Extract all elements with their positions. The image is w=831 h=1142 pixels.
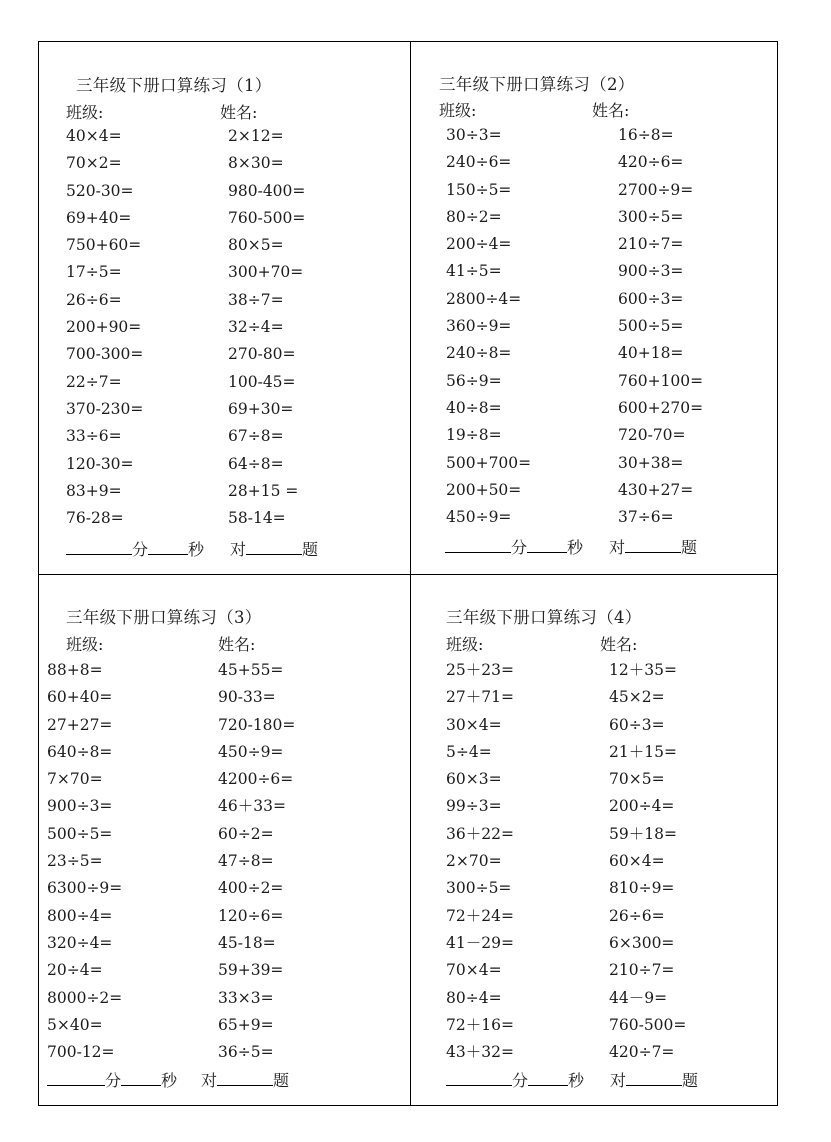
problem-right: 760+100= (618, 371, 704, 390)
problem-left: 72＋16= (446, 1015, 514, 1034)
problem-left: 450÷9= (446, 508, 512, 527)
problem-left: 700-12= (47, 1043, 115, 1062)
minutes-blank[interactable] (445, 538, 511, 553)
problem-left: 80÷2= (446, 207, 502, 226)
problem-right: 400÷2= (218, 879, 284, 898)
problem-left: 40×4= (66, 127, 122, 145)
problem-right: 32÷4= (228, 318, 284, 337)
problem-right: 60×4= (609, 852, 665, 871)
problem-left: 2×70= (446, 852, 502, 871)
problem-right: 600+270= (618, 398, 704, 417)
problem-right: 45-18= (218, 933, 276, 952)
name-label: 姓名: (220, 103, 258, 122)
problem-left: 240÷8= (446, 344, 512, 363)
problem-right: 120÷6= (218, 906, 284, 925)
problem-left: 22÷7= (66, 372, 122, 391)
problem-right: 720-180= (218, 715, 296, 734)
problem-left: 200+50= (446, 480, 522, 499)
seconds-label: 秒 (567, 538, 584, 557)
problem-left: 200÷4= (446, 235, 512, 254)
questions-label: 题 (681, 538, 698, 557)
problem-right: 26÷6= (609, 906, 665, 925)
problem-right: 44－9= (609, 988, 668, 1007)
problem-left: 80÷4= (446, 988, 502, 1007)
problem-left: 23÷5= (47, 852, 103, 871)
problem-right: 38÷7= (228, 290, 284, 309)
panel-title: 三年级下册口算练习（2） (439, 75, 635, 94)
minutes-label: 分 (132, 540, 149, 559)
score-footer (446, 1068, 698, 1091)
seconds-label: 秒 (188, 540, 205, 559)
problem-left: 40÷8= (446, 398, 502, 417)
problem-left: 30×4= (446, 715, 502, 734)
score-footer (66, 537, 318, 560)
class-label: 班级: (439, 101, 477, 120)
problem-left: 41÷5= (446, 262, 502, 281)
seconds-blank[interactable] (121, 1071, 161, 1086)
seconds-label: 秒 (161, 1071, 178, 1090)
problem-right: 4200÷6= (218, 770, 294, 789)
problem-left: 520-30= (66, 181, 134, 200)
problem-left: 30÷3= (446, 126, 502, 144)
panel-title: 三年级下册口算练习（4） (446, 608, 642, 627)
seconds-blank[interactable] (528, 1071, 568, 1086)
correct-label: 对 (610, 1071, 627, 1090)
problem-right: 60÷2= (218, 824, 274, 843)
problem-right: 64÷8= (228, 454, 284, 473)
problem-left: 7×70= (47, 770, 103, 789)
problem-right: 6×300= (609, 933, 675, 952)
problem-left: 200+90= (66, 318, 142, 337)
problem-right: 12＋35= (609, 661, 677, 679)
problem-right: 500÷5= (618, 317, 684, 336)
problem-right: 450÷9= (218, 742, 284, 761)
problem-right: 270-80= (228, 345, 296, 364)
problem-left: 240÷6= (446, 153, 512, 172)
minutes-label: 分 (105, 1071, 122, 1090)
problem-left: 99÷3= (446, 797, 502, 816)
problem-left: 33÷6= (66, 427, 122, 446)
problem-left: 60+40= (47, 688, 113, 707)
problem-left: 370-230= (66, 399, 144, 418)
problem-right: 100-45= (228, 372, 296, 391)
minutes-label: 分 (511, 538, 528, 557)
problem-right: 90-33= (218, 688, 276, 707)
problem-left: 320÷4= (47, 933, 113, 952)
class-label: 班级: (446, 635, 484, 654)
problem-right: 28+15 = (228, 481, 299, 500)
problem-left: 360÷9= (446, 317, 512, 336)
problem-right: 300+70= (228, 263, 304, 282)
problem-right: 60÷3= (609, 715, 665, 734)
problem-left: 70×4= (446, 961, 502, 980)
problem-left: 25＋23= (446, 661, 514, 679)
problem-right: 420÷6= (618, 153, 684, 172)
problem-left: 900÷3= (47, 797, 113, 816)
questions-label: 题 (302, 540, 319, 559)
problem-left: 27+27= (47, 715, 113, 734)
correct-count-blank[interactable] (625, 538, 681, 553)
problem-left: 500÷5= (47, 824, 113, 843)
problem-right: 760-500= (609, 1015, 687, 1034)
correct-count-blank[interactable] (626, 1071, 682, 1086)
problem-right: 720-70= (618, 426, 686, 445)
problem-right: 65+9= (218, 1015, 274, 1034)
problem-right: 69+30= (228, 399, 294, 418)
problem-left: 2800÷4= (446, 289, 522, 308)
seconds-blank[interactable] (148, 540, 188, 555)
problem-right: 760-500= (228, 208, 306, 227)
problem-left: 700-300= (66, 345, 144, 364)
problem-right: 21＋15= (609, 742, 677, 761)
problem-left: 27＋71= (446, 688, 514, 707)
problem-left: 640÷8= (47, 742, 113, 761)
problem-left: 300÷5= (446, 879, 512, 898)
questions-label: 题 (682, 1071, 699, 1090)
problem-left: 26÷6= (66, 290, 122, 309)
problem-left: 60×3= (446, 770, 502, 789)
correct-label: 对 (230, 540, 247, 559)
horizontal-divider (38, 574, 778, 575)
problem-left: 76-28= (66, 509, 124, 528)
score-footer (445, 535, 697, 558)
problem-left: 17÷5= (66, 263, 122, 282)
problem-right: 420÷7= (609, 1043, 675, 1062)
problem-right: 45+55= (218, 661, 284, 679)
problem-left: 70×2= (66, 154, 122, 173)
problem-right: 46＋33= (218, 797, 286, 816)
score-footer (47, 1068, 289, 1091)
problem-right: 900÷3= (618, 262, 684, 281)
problem-left: 120-30= (66, 454, 134, 473)
problem-right: 600÷3= (618, 289, 684, 308)
panel-title: 三年级下册口算练习（1） (76, 76, 272, 95)
problem-left: 56÷9= (446, 371, 502, 390)
problem-left: 500+700= (446, 453, 532, 472)
problem-left: 5×40= (47, 1015, 103, 1034)
problem-right: 59＋18= (609, 824, 677, 843)
problem-left: 750+60= (66, 236, 142, 255)
panel-title: 三年级下册口算练习（3） (66, 608, 262, 627)
minutes-blank[interactable] (47, 1071, 105, 1086)
problem-left: 88+8= (47, 661, 103, 679)
problem-left: 36＋22= (446, 824, 514, 843)
problem-right: 67÷8= (228, 427, 284, 446)
minutes-blank[interactable] (66, 540, 132, 555)
name-label: 姓名: (600, 635, 638, 654)
problem-right: 58-14= (228, 509, 286, 528)
problem-left: 150÷5= (446, 180, 512, 199)
questions-label: 题 (273, 1071, 290, 1090)
problem-right: 36÷5= (218, 1043, 274, 1062)
problem-left: 19÷8= (446, 426, 502, 445)
minutes-blank[interactable] (446, 1071, 512, 1086)
problem-right: 810÷9= (609, 879, 675, 898)
problem-right: 2×12= (228, 127, 284, 145)
problem-left: 41－29= (446, 933, 514, 952)
name-label: 姓名: (592, 101, 630, 120)
class-label: 班级: (66, 103, 104, 122)
correct-count-blank[interactable] (246, 540, 302, 555)
problem-left: 800÷4= (47, 906, 113, 925)
class-label: 班级: (66, 635, 104, 654)
problem-right: 2700÷9= (618, 180, 694, 199)
problem-right: 33×3= (218, 988, 274, 1007)
problem-right: 40+18= (618, 344, 684, 363)
problem-right: 45×2= (609, 688, 665, 707)
problem-left: 69+40= (66, 208, 132, 227)
problem-left: 43＋32= (446, 1043, 514, 1062)
problem-right: 8×30= (228, 154, 284, 173)
correct-label: 对 (201, 1071, 218, 1090)
problem-left: 83+9= (66, 481, 122, 500)
problem-right: 70×5= (609, 770, 665, 789)
problem-right: 980-400= (228, 181, 306, 200)
problem-right: 30+38= (618, 453, 684, 472)
problem-right: 37÷6= (618, 508, 674, 527)
name-label: 姓名: (218, 635, 256, 654)
minutes-label: 分 (512, 1071, 529, 1090)
seconds-blank[interactable] (527, 538, 567, 553)
problem-right: 210÷7= (618, 235, 684, 254)
problem-left: 6300÷9= (47, 879, 123, 898)
problem-right: 59+39= (218, 961, 284, 980)
problem-right: 200÷4= (609, 797, 675, 816)
correct-label: 对 (609, 538, 626, 557)
problem-left: 20÷4= (47, 961, 103, 980)
problem-right: 300÷5= (618, 207, 684, 226)
problem-right: 210÷7= (609, 961, 675, 980)
correct-count-blank[interactable] (217, 1071, 273, 1086)
problem-right: 47÷8= (218, 852, 274, 871)
problem-right: 16÷8= (618, 126, 674, 144)
problem-left: 72＋24= (446, 906, 514, 925)
problem-right: 80×5= (228, 236, 284, 255)
problem-left: 5÷4= (446, 742, 492, 761)
seconds-label: 秒 (568, 1071, 585, 1090)
problem-left: 8000÷2= (47, 988, 123, 1007)
problem-right: 430+27= (618, 480, 694, 499)
